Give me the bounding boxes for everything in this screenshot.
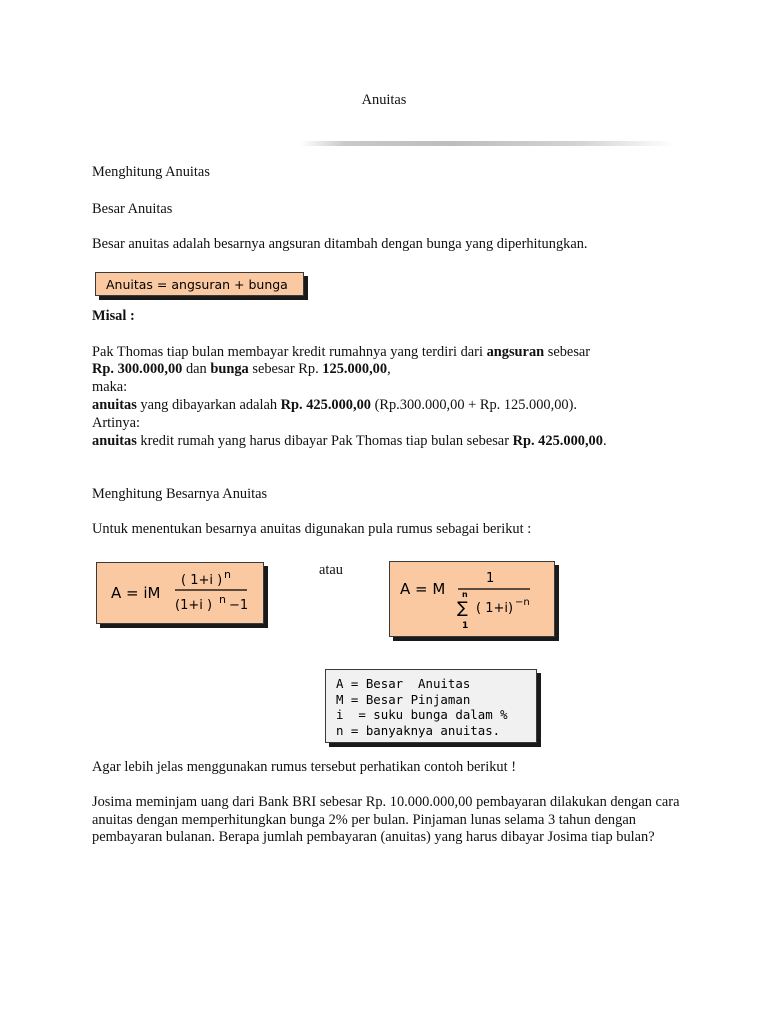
formula-legend-box xyxy=(325,669,537,743)
example-line-5: Artinya: xyxy=(92,415,140,431)
definition-text: Besar anuitas adalah besarnya angsuran ditambah dengan bunga yang diperhitungkan. xyxy=(92,236,588,252)
formula2-numerator: 1 xyxy=(486,571,495,586)
example-line-2: Rp. 300.000,00 dan bunga sebesar Rp. 125.000,00, xyxy=(92,361,391,377)
formula-intro-text: Untuk menentukan besarnya anuitas digunakan pula rumus sebagai berikut : xyxy=(92,521,532,537)
formula-simple-box xyxy=(95,272,304,296)
formula1-den-exp: n xyxy=(219,593,226,606)
formula2-term-exp: −n xyxy=(515,597,530,608)
heading-menghitung-besarnya-anuitas: Menghitung Besarnya Anuitas xyxy=(92,486,268,502)
problem-text: Josima meminjam uang dari Bank BRI sebesar Rp. 10.000.000,00 pembayaran dilakukan dengan cara anuitas dengan memperhitungkan bunga 2% per bulan. Pinjaman lunas selama 3 tahun dengan pembayaran bulanan. Berapa jumlah pembayaran (anuitas) yang harus dibayar Josima tiap bulan? xyxy=(92,794,680,846)
example-line-1: Pak Thomas tiap bulan membayar kredit rumahnya yang terdiri dari angsuran sebesar xyxy=(92,344,591,360)
formula1-den-a: (1+i ) xyxy=(175,598,213,613)
example-label: Misal : xyxy=(92,308,135,324)
title-divider xyxy=(300,141,675,146)
legend-row: n = banyaknya anuitas. xyxy=(336,722,501,738)
legend-row: M = Besar Pinjaman xyxy=(336,691,471,707)
document-title: Anuitas xyxy=(361,92,407,108)
formula-simple-text: Anuitas = angsuran + bunga xyxy=(106,277,288,292)
formula1-num-exp: n xyxy=(224,568,231,581)
formula-annuity-box-1 xyxy=(96,562,264,624)
legend-row: i = suku bunga dalam % xyxy=(336,707,508,722)
formula2-term: ( 1+i) xyxy=(476,601,514,616)
formula1-den-b: −1 xyxy=(229,598,249,613)
heading-menghitung-anuitas: Menghitung Anuitas xyxy=(92,164,210,180)
example-line-6: anuitas kredit rumah yang harus dibayar Pak Thomas tiap bulan sebesar Rp. 425.000,00. xyxy=(92,433,607,449)
example-line-4: anuitas yang dibayarkan adalah Rp. 425.000,00 (Rp.300.000,00 + Rp. 125.000,00). xyxy=(92,397,577,413)
formula1-lhs: A = iM xyxy=(111,584,161,602)
formula2-sum-bottom: 1 xyxy=(462,621,469,631)
followup-text: Agar lebih jelas menggunakan rumus tersebut perhatikan contoh berikut ! xyxy=(92,759,516,775)
formula-annuity-box-2 xyxy=(389,561,555,637)
formula2-sum-symbol: ∑ xyxy=(457,598,468,617)
formula2-lhs: A = M xyxy=(400,580,446,598)
heading-besar-anuitas: Besar Anuitas xyxy=(92,201,173,217)
formula2-sum-top: n xyxy=(462,590,468,599)
example-line-3: maka: xyxy=(92,379,128,395)
formula1-numerator: ( 1+i ) xyxy=(181,573,223,588)
formula-annuity-1 xyxy=(97,563,263,623)
or-label: atau xyxy=(319,562,343,578)
formula-annuity-2 xyxy=(390,562,554,636)
legend-row: A = Besar Anuitas xyxy=(336,676,471,691)
